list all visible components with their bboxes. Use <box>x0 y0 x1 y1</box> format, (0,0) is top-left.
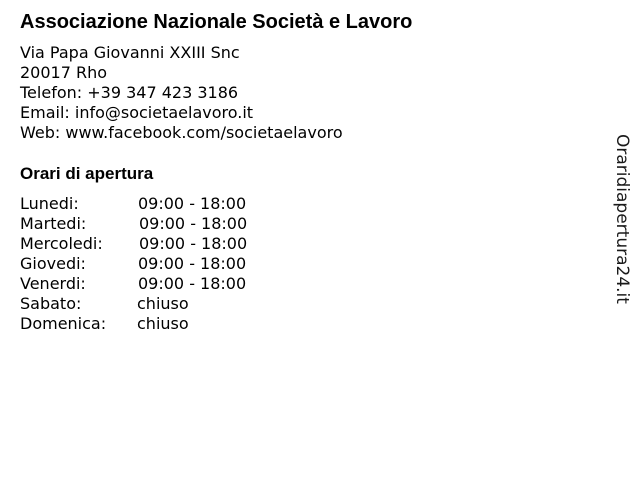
day-label: Mercoledi: <box>20 234 103 253</box>
address-line: Via Papa Giovanni XXIII Snc <box>20 43 240 62</box>
day-label: Giovedi: <box>20 254 86 273</box>
contact-block <box>20 43 343 143</box>
day-label: Martedi: <box>20 214 87 233</box>
business-name: Associazione Nazionale Società e Lavoro <box>20 11 413 33</box>
hours-value: 09:00 - 18:00 <box>138 194 247 213</box>
city-line: 20017 Rho <box>20 63 108 82</box>
email-line: Email: info@societaelavoro.it <box>20 103 254 122</box>
hours-value: 09:00 - 18:00 <box>139 234 248 253</box>
day-label: Venerdi: <box>20 274 86 293</box>
day-label: Domenica: <box>20 314 107 333</box>
site-watermark: Oraridiapertura24.it <box>612 134 632 304</box>
hours-value: chiuso <box>137 294 189 313</box>
day-label: Sabato: <box>20 294 82 313</box>
hours-value: 09:00 - 18:00 <box>138 274 247 293</box>
day-label: Lunedi: <box>20 194 79 213</box>
hours-value: 09:00 - 18:00 <box>138 254 247 273</box>
web-line: Web: www.facebook.com/societaelavoro <box>20 123 343 142</box>
hours-value: 09:00 - 18:00 <box>139 214 248 233</box>
phone-line: Telefon: +39 347 423 3186 <box>20 83 239 102</box>
hours-title: Orari di apertura <box>20 164 154 183</box>
hours-value: chiuso <box>137 314 189 333</box>
